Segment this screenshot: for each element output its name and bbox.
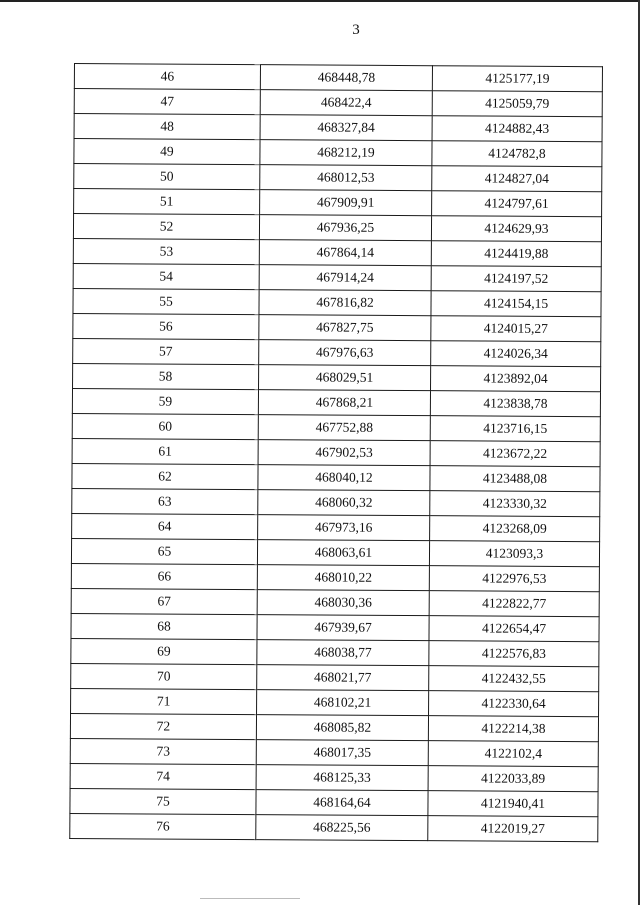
page-number: 3 [352,22,360,38]
point-number-cell: 54 [73,263,259,289]
x-coordinate-cell: 467752,88 [258,415,430,441]
x-coordinate-cell: 468448,78 [260,65,432,91]
x-coordinate-cell: 467976,63 [259,340,431,366]
point-number-cell: 56 [73,313,259,339]
point-number-cell: 62 [72,463,258,489]
x-coordinate-cell: 468063,61 [257,540,429,566]
y-coordinate-cell: 4125177,19 [432,66,602,92]
point-number-cell: 74 [70,763,256,789]
table-row [71,563,599,591]
y-coordinate-cell: 4124782,8 [432,141,602,167]
point-number-cell: 72 [70,713,256,739]
x-coordinate-cell: 467914,24 [259,265,431,291]
point-number-cell: 69 [71,638,257,664]
y-coordinate-cell: 4123488,08 [430,466,600,492]
y-coordinate-cell: 4122330,64 [429,691,599,717]
y-coordinate-cell: 4122019,27 [428,816,598,842]
x-coordinate-cell: 468125,33 [256,765,428,791]
table-row [70,713,598,741]
x-coordinate-cell: 468212,19 [260,140,432,166]
table-row [72,438,600,466]
point-number-cell: 60 [72,413,258,439]
point-number-cell: 68 [71,613,257,639]
coordinates-table [69,63,603,842]
table-row [70,763,598,791]
table-row [71,538,599,566]
y-coordinate-cell: 4121940,41 [428,791,598,817]
y-coordinate-cell: 4122976,53 [429,566,599,592]
y-coordinate-cell: 4124797,61 [432,191,602,217]
table-row [70,788,598,816]
point-number-cell: 61 [72,438,258,464]
table-row [74,139,602,167]
table-row [73,238,601,266]
x-coordinate-cell: 468422,4 [260,90,432,116]
y-coordinate-cell: 4124026,34 [431,341,601,367]
y-coordinate-cell: 4123093,3 [429,541,599,567]
point-number-cell: 47 [74,89,260,115]
table-row [73,363,601,391]
y-coordinate-cell: 4123330,32 [430,491,600,517]
table-row [73,214,601,242]
point-number-cell: 63 [72,488,258,514]
point-number-cell: 65 [71,538,257,564]
table-row [70,738,598,766]
table-row [70,813,598,841]
table-row [74,89,602,117]
y-coordinate-cell: 4124197,52 [431,266,601,292]
x-coordinate-cell: 468225,56 [256,815,428,841]
y-coordinate-cell: 4122102,4 [428,741,598,767]
point-number-cell: 49 [74,139,260,165]
y-coordinate-cell: 4122432,55 [429,666,599,692]
x-coordinate-cell: 468029,51 [259,365,431,391]
y-coordinate-cell: 4123892,04 [431,366,601,392]
table-row [72,463,600,491]
x-coordinate-cell: 468040,12 [258,465,430,491]
x-coordinate-cell: 467909,91 [260,190,432,216]
point-number-cell: 71 [71,688,257,714]
x-coordinate-cell: 468030,36 [257,590,429,616]
table-row [71,638,599,666]
x-coordinate-cell: 468060,32 [258,490,430,516]
point-number-cell: 55 [73,288,259,314]
point-number-cell: 73 [70,738,256,764]
x-coordinate-cell: 468010,22 [257,565,429,591]
y-coordinate-cell: 4123672,22 [430,441,600,467]
point-number-cell: 57 [73,338,259,364]
y-coordinate-cell: 4123838,78 [430,391,600,417]
table-row [74,189,602,217]
x-coordinate-cell: 468012,53 [260,165,432,191]
x-coordinate-cell: 467816,82 [259,290,431,316]
x-coordinate-cell: 468085,82 [256,715,428,741]
table-row [73,338,601,366]
point-number-cell: 70 [71,663,257,689]
table-row [72,388,600,416]
x-coordinate-cell: 468327,84 [260,115,432,141]
y-coordinate-cell: 4122214,38 [428,716,598,742]
point-number-cell: 50 [74,164,260,190]
point-number-cell: 64 [72,513,258,539]
table-row [71,613,599,641]
table-row [73,288,601,316]
point-number-cell: 58 [73,363,259,389]
y-coordinate-cell: 4124629,93 [431,216,601,242]
y-coordinate-cell: 4125059,79 [432,91,602,117]
x-coordinate-cell: 468164,64 [256,790,428,816]
y-coordinate-cell: 4122822,77 [429,591,599,617]
x-coordinate-cell: 468102,21 [257,690,429,716]
y-coordinate-cell: 4123716,15 [430,416,600,442]
x-coordinate-cell: 468038,77 [257,640,429,666]
x-coordinate-cell: 467902,53 [258,440,430,466]
bottom-scan-line [200,898,300,899]
point-number-cell: 67 [71,588,257,614]
y-coordinate-cell: 4124154,15 [431,291,601,317]
table-row [71,663,599,691]
table-row [72,488,600,516]
point-number-cell: 66 [71,563,257,589]
point-number-cell: 53 [73,238,259,264]
y-coordinate-cell: 4124015,27 [431,316,601,342]
point-number-cell: 75 [70,788,256,814]
point-number-cell: 76 [70,813,256,839]
point-number-cell: 59 [72,388,258,414]
y-coordinate-cell: 4122576,83 [429,641,599,667]
table-row [71,588,599,616]
y-coordinate-cell: 4124419,88 [431,241,601,267]
x-coordinate-cell: 467827,75 [259,315,431,341]
point-number-cell: 46 [74,64,260,90]
table-row [72,513,600,541]
table-row [73,263,601,291]
table-row [72,413,600,441]
y-coordinate-cell: 4122033,89 [428,766,598,792]
table-row [71,688,599,716]
x-coordinate-cell: 467936,25 [259,215,431,241]
y-coordinate-cell: 4122654,47 [429,616,599,642]
x-coordinate-cell: 468017,35 [256,740,428,766]
x-coordinate-cell: 468021,77 [257,665,429,691]
y-coordinate-cell: 4124882,43 [432,116,602,142]
table-row [74,64,602,92]
y-coordinate-cell: 4123268,09 [430,516,600,542]
table-row [74,114,602,142]
table-row [73,313,601,341]
x-coordinate-cell: 467868,21 [258,390,430,416]
point-number-cell: 48 [74,114,260,140]
coordinates-table-body [70,64,603,842]
x-coordinate-cell: 467864,14 [259,240,431,266]
point-number-cell: 52 [73,214,259,240]
point-number-cell: 51 [74,189,260,215]
x-coordinate-cell: 467939,67 [257,615,429,641]
y-coordinate-cell: 4124827,04 [432,166,602,192]
x-coordinate-cell: 467973,16 [258,515,430,541]
table-row [74,164,602,192]
page-top-edge [0,0,640,2]
